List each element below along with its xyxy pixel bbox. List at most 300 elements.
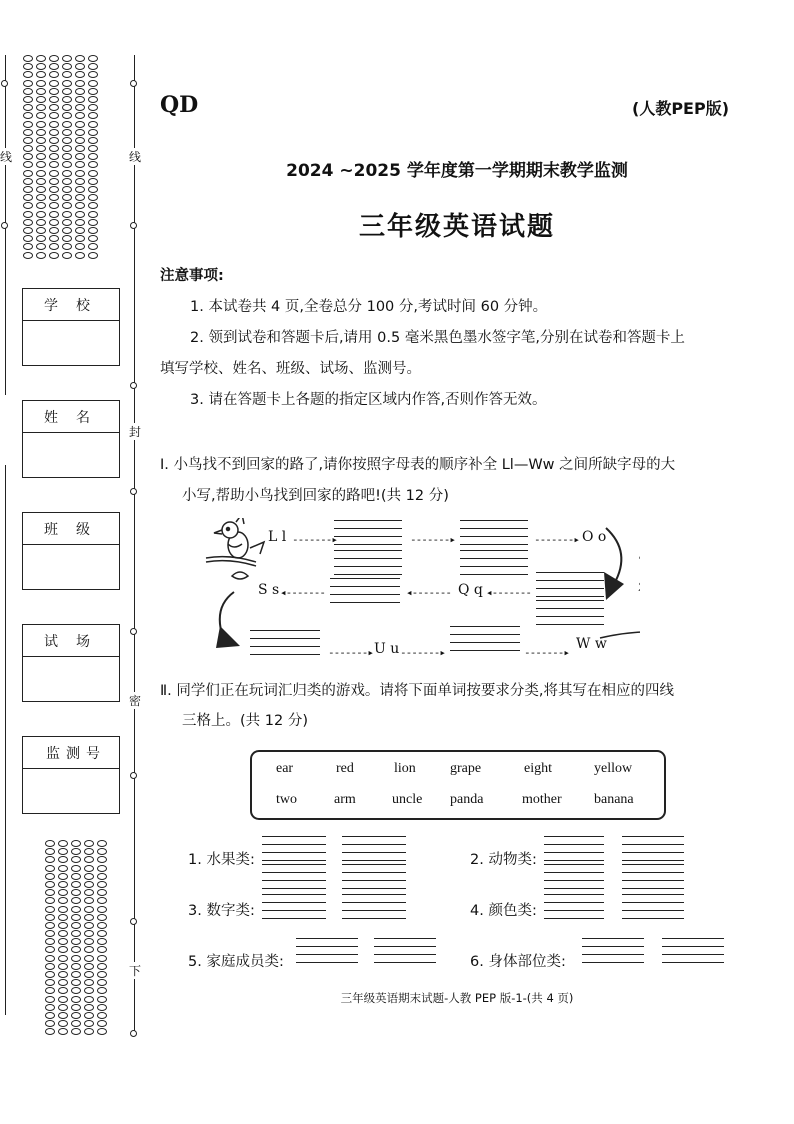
margin-dot [49,88,59,95]
margin-dot [88,153,98,160]
margin-dot [88,121,98,128]
answer-lines[interactable] [342,864,406,888]
dashed-arrow: -------▸ [400,646,445,659]
school-label: 学校 [23,289,119,321]
margin-dot [62,170,72,177]
category-label: 4. 颜色类: [470,903,537,919]
answer-lines[interactable] [374,938,436,962]
name-field[interactable] [22,400,120,478]
margin-dot [84,963,94,970]
margin-dot [45,865,55,872]
margin-dot [45,987,55,994]
margin-dot [75,112,85,119]
margin-dot [58,865,68,872]
margin-dot [23,145,33,152]
margin-dot [84,881,94,888]
margin-dot [45,906,55,913]
margin-dot [58,848,68,855]
margin-dot [49,137,59,144]
margin-dot [75,80,85,87]
answer-lines[interactable] [330,578,400,602]
margin-dot [62,96,72,103]
margin-dot [49,145,59,152]
answer-lines[interactable] [250,630,320,654]
margin-dot [97,922,107,929]
margin-dot [36,186,46,193]
margin-dot [49,129,59,136]
margin-dot [84,906,94,913]
margin-dot [23,252,33,259]
margin-dot [97,1020,107,1027]
margin-dot [71,996,81,1003]
letter-label: L l [268,529,287,545]
margin-dot [36,153,46,160]
margin-dot [58,955,68,962]
margin-dot [71,938,81,945]
margin-dot [23,71,33,78]
margin-dot [62,252,72,259]
margin-dot [23,96,33,103]
margin-dot [49,243,59,250]
margin-dot [36,104,46,111]
margin-dot [84,938,94,945]
bird-icon [206,518,264,566]
margin-dot [75,186,85,193]
margin-dot [62,161,72,168]
margin-dot [84,987,94,994]
margin-dot-pattern [45,840,110,1037]
margin-dot [84,922,94,929]
margin-dot [71,865,81,872]
edition-label: (人教PEP版) [632,99,730,118]
answer-lines[interactable] [460,550,528,574]
margin-dot [71,914,81,921]
margin-dot [23,161,33,168]
margin-dot [45,881,55,888]
margin-dot [23,170,33,177]
margin-dot [36,252,46,259]
margin-dot [71,848,81,855]
margin-dot [23,55,33,62]
word: lion [394,761,416,776]
margin-dot [23,219,33,226]
margin-dot [88,71,98,78]
margin-dot [58,856,68,863]
margin-dot [84,1020,94,1027]
margin-dot [84,873,94,880]
margin-dot [75,63,85,70]
margin-dot [49,96,59,103]
margin-mark: 线 [129,150,142,164]
notes-heading: 注意事项: [160,268,224,284]
margin-dot [75,235,85,242]
margin-dot [45,996,55,1003]
margin-dot [84,1028,94,1035]
margin-dot [36,211,46,218]
margin-dot [84,865,94,872]
margin-dot [58,946,68,953]
margin-dot [23,178,33,185]
margin-dot [75,145,85,152]
margin-dot [71,840,81,847]
margin-dot [88,88,98,95]
margin-dot [62,202,72,209]
margin-dot [84,979,94,986]
category-label: 3. 数字类: [188,903,255,919]
page-title: 三年级英语试题 [358,212,555,242]
margin-dot [71,1020,81,1027]
margin-dot [62,227,72,234]
answer-lines[interactable] [662,938,724,962]
word: arm [334,792,356,807]
q1-instruction: 小写,帮助小鸟找到回家的路吧!(共 12 分) [182,488,449,504]
margin-dot [23,194,33,201]
margin-dot [49,71,59,78]
category-label: 1. 水果类: [188,852,255,868]
exam-subtitle: 2024 ~2025 学年度第一学期期末教学监测 [286,161,628,181]
margin-dot [97,987,107,994]
margin-dot [75,211,85,218]
margin-dot [62,55,72,62]
margin-dot [97,955,107,962]
margin-dot [84,840,94,847]
margin-dot [36,96,46,103]
margin-dot [36,194,46,201]
answer-lines[interactable] [622,836,684,860]
answer-lines[interactable] [622,894,684,918]
margin-dot [84,971,94,978]
margin-dot [62,235,72,242]
margin-dot [36,121,46,128]
answer-lines[interactable] [544,836,604,860]
note-item: 1. 本试卷共 4 页,全卷总分 100 分,考试时间 60 分钟。 [190,299,548,315]
margin-dot [97,897,107,904]
margin-dot [71,963,81,970]
answer-lines[interactable] [460,520,528,544]
margin-dot [97,1004,107,1011]
margin-dot [49,252,59,259]
margin-dot [97,848,107,855]
answer-lines[interactable] [536,572,604,596]
margin-dot [84,1004,94,1011]
answer-lines[interactable] [334,550,402,574]
word: grape [450,761,482,776]
margin-circle [130,1030,137,1037]
margin-dot [84,930,94,937]
answer-lines[interactable] [342,894,406,918]
margin-dot [75,71,85,78]
margin-dot [23,112,33,119]
margin-dot [88,243,98,250]
margin-dot [58,987,68,994]
margin-dot [75,170,85,177]
margin-dot [84,946,94,953]
margin-dot [88,211,98,218]
dashed-arrow: -------▸ [410,533,455,546]
margin-dot [88,137,98,144]
margin-dot [49,202,59,209]
margin-dot [75,104,85,111]
margin-dot [49,80,59,87]
margin-dot [58,938,68,945]
q2-instruction: 三格上。(共 12 分) [182,713,308,729]
exam-room-field[interactable] [22,624,120,702]
answer-lines[interactable] [544,864,604,888]
margin-dot [23,153,33,160]
margin-circle [130,222,137,229]
margin-dot [71,1028,81,1035]
margin-circle [130,488,137,495]
margin-dot [88,186,98,193]
margin-dot [71,897,81,904]
margin-dot [88,235,98,242]
margin-dot [45,914,55,921]
margin-circle [130,918,137,925]
answer-lines[interactable] [262,864,326,888]
margin-dot [71,889,81,896]
margin-dot [71,906,81,913]
margin-dot [75,129,85,136]
margin-dot [36,71,46,78]
margin-dot [45,1028,55,1035]
margin-dot [49,121,59,128]
margin-dot [71,987,81,994]
margin-dot [58,971,68,978]
margin-dot [45,979,55,986]
margin-dot-pattern [23,55,101,260]
margin-dot [23,235,33,242]
margin-dot [97,889,107,896]
margin-dot [49,63,59,70]
margin-dot [36,88,46,95]
margin-dot [75,202,85,209]
margin-dot [97,979,107,986]
margin-dot [45,856,55,863]
margin-dot [62,178,72,185]
margin-dot [71,955,81,962]
margin-dot [49,194,59,201]
margin-dot [49,235,59,242]
margin-dot [71,946,81,953]
margin-dot [49,211,59,218]
margin-mark: 封 [129,425,142,439]
margin-dot [58,1028,68,1035]
margin-dot [62,104,72,111]
margin-dot [97,971,107,978]
answer-lines[interactable] [622,864,684,888]
class-field[interactable] [22,512,120,590]
margin-dot [97,906,107,913]
school-field[interactable] [22,288,120,366]
margin-dot [36,219,46,226]
margin-dot [36,170,46,177]
answer-lines[interactable] [536,600,604,624]
dashed-arrow: -------▸ [292,533,337,546]
margin-dot [58,996,68,1003]
margin-dot [88,145,98,152]
margin-dot [97,1028,107,1035]
margin-dot [58,979,68,986]
margin-dot [75,219,85,226]
margin-dot [62,153,72,160]
margin-dot [49,186,59,193]
margin-dot [97,873,107,880]
margin-dot [88,129,98,136]
margin-dot [45,955,55,962]
margin-line [134,55,135,1035]
margin-dot [23,129,33,136]
margin-circle [1,222,8,229]
margin-dot [84,897,94,904]
class-label: 班级 [23,513,119,545]
word: panda [450,792,484,807]
margin-dot [62,112,72,119]
letter-label: U u [374,641,400,657]
letter-label: W w [576,636,607,652]
word: mother [522,792,562,807]
margin-dot [23,63,33,70]
answer-lines[interactable] [334,520,402,544]
margin-mark: 线 [0,150,13,164]
margin-line [5,465,6,1015]
margin-dot [62,243,72,250]
margin-dot [75,178,85,185]
category-label: 2. 动物类: [470,852,537,868]
margin-dot [97,938,107,945]
letter-label: O o [582,529,607,545]
margin-dot [45,971,55,978]
margin-circle [130,382,137,389]
margin-dot [45,1020,55,1027]
margin-dot [84,889,94,896]
margin-dot [97,930,107,937]
margin-mark: 下 [129,964,142,978]
answer-lines[interactable] [296,938,358,962]
margin-circle [130,772,137,779]
word-box [250,750,666,820]
answer-lines[interactable] [450,626,520,650]
margin-dot [58,1004,68,1011]
margin-dot [84,856,94,863]
margin-dot [23,243,33,250]
margin-dot [71,856,81,863]
dashed-arrow: ◂------- [486,586,531,599]
letter-label: Q q [458,582,483,598]
margin-dot [71,881,81,888]
margin-dot [58,1012,68,1019]
margin-dot [45,889,55,896]
margin-dot [88,219,98,226]
margin-dot [49,153,59,160]
margin-dot [36,161,46,168]
category-label: 6. 身体部位类: [470,954,566,970]
margin-dot [49,55,59,62]
margin-dot [23,227,33,234]
margin-dot [58,889,68,896]
margin-circle [130,80,137,87]
word: ear [276,761,294,776]
answer-lines[interactable] [342,836,406,860]
monitor-number-field[interactable] [22,736,120,814]
margin-dot [71,979,81,986]
margin-dot [62,71,72,78]
margin-dot [58,906,68,913]
margin-dot [49,227,59,234]
margin-dot [71,1012,81,1019]
margin-dot [58,897,68,904]
margin-dot [23,186,33,193]
margin-dot [45,897,55,904]
margin-dot [36,80,46,87]
margin-dot [58,963,68,970]
margin-dot [75,88,85,95]
answer-lines[interactable] [262,894,326,918]
category-label: 5. 家庭成员类: [188,954,284,970]
margin-dot [97,946,107,953]
margin-dot [88,80,98,87]
margin-dot [75,194,85,201]
answer-lines[interactable] [262,836,326,860]
margin-dot [23,202,33,209]
margin-dot [75,137,85,144]
note-item: 填写学校、姓名、班级、试场、监测号。 [160,361,421,377]
margin-dot [45,938,55,945]
margin-dot [62,129,72,136]
margin-dot [23,211,33,218]
margin-dot [36,227,46,234]
margin-dot [62,186,72,193]
margin-dot [88,104,98,111]
dashed-arrow: ◂------- [406,586,451,599]
margin-dot [49,178,59,185]
margin-dot [36,178,46,185]
margin-dot [23,137,33,144]
margin-dot [36,112,46,119]
margin-dot [75,243,85,250]
margin-dot [36,137,46,144]
margin-dot [88,55,98,62]
margin-dot [45,848,55,855]
margin-dot [84,996,94,1003]
answer-lines[interactable] [544,894,604,918]
margin-dot [45,922,55,929]
margin-dot [88,96,98,103]
margin-dot [97,914,107,921]
page-footer: 三年级英语期末试题-人教 PEP 版-1-(共 4 页) [340,991,574,1005]
margin-dot [75,55,85,62]
margin-dot [62,80,72,87]
monitor-number-label: 监测号 [23,737,119,769]
margin-dot [62,194,72,201]
margin-dot [58,840,68,847]
answer-lines[interactable] [582,938,644,962]
margin-dot [88,202,98,209]
margin-circle [130,628,137,635]
margin-dot [45,963,55,970]
margin-dot [75,252,85,259]
margin-dot [88,112,98,119]
margin-dot [62,211,72,218]
margin-dot [75,121,85,128]
margin-dot [75,161,85,168]
word: two [276,792,297,807]
margin-dot [49,219,59,226]
margin-dot [97,865,107,872]
margin-dot [88,194,98,201]
word: yellow [594,761,633,776]
margin-dot [97,996,107,1003]
margin-dot [75,227,85,234]
